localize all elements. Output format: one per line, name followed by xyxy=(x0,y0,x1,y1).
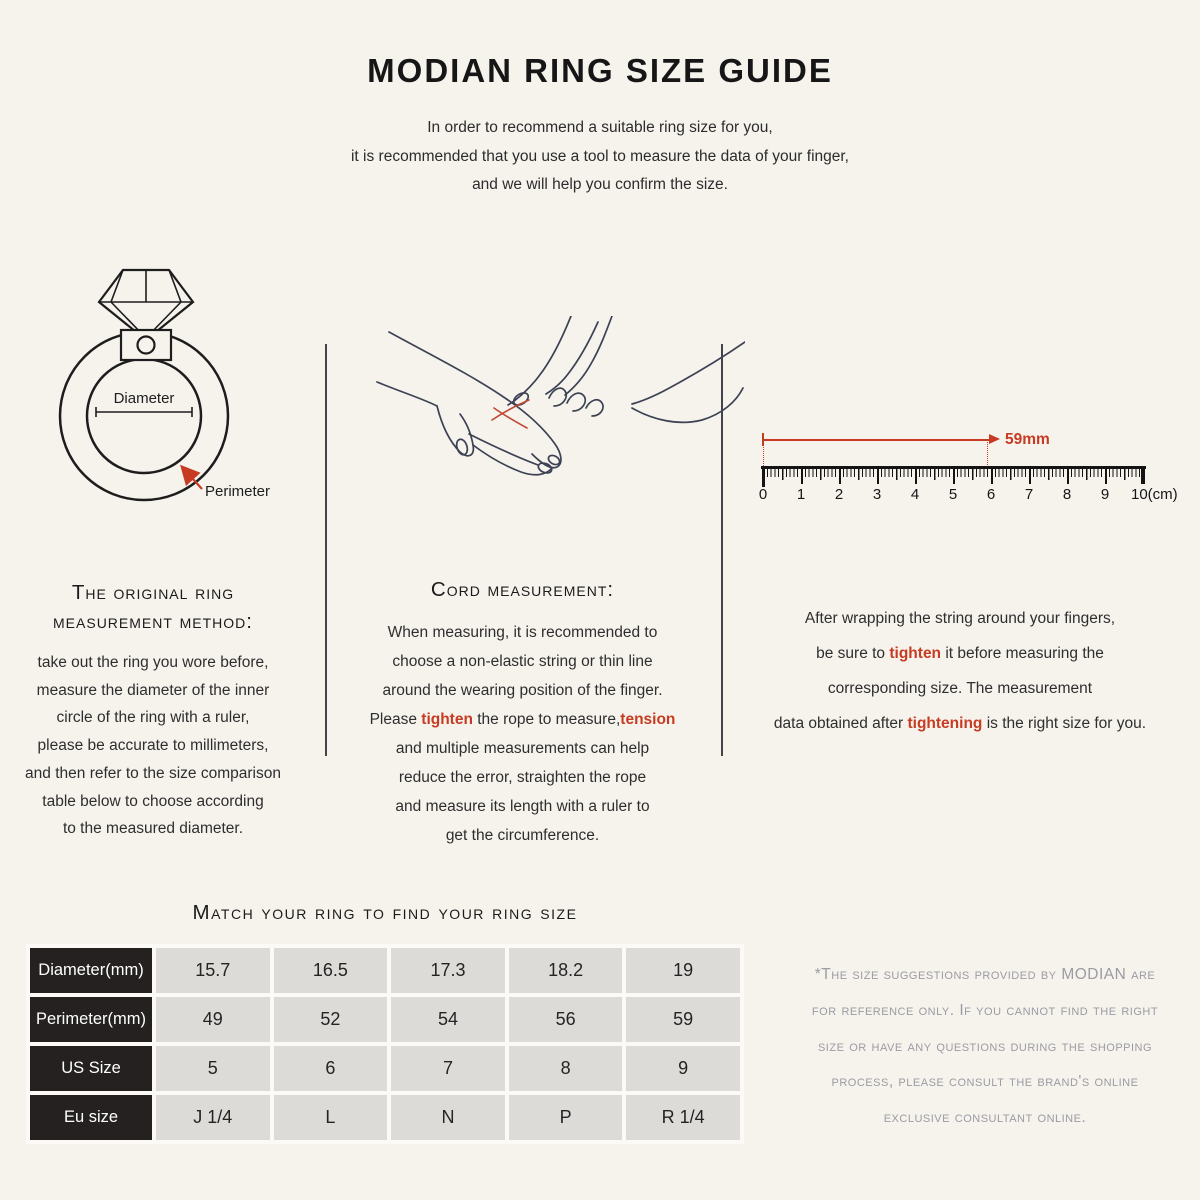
dotted-guide-left xyxy=(763,442,764,468)
measure-line xyxy=(763,439,991,441)
method-line: be sure to tighten it before measuring the xyxy=(816,645,1104,662)
ring-size-table xyxy=(26,944,744,1144)
ruler-tick-label: 5 xyxy=(948,486,958,503)
table-row-label: Diameter(mm) xyxy=(30,948,152,993)
table-cell: 19 xyxy=(626,948,740,993)
table-cell: 7 xyxy=(391,1046,505,1091)
table-cell: 5 xyxy=(156,1046,270,1091)
ruler-cm-ticks xyxy=(763,468,1146,484)
ruler-tick-label: 0 xyxy=(758,486,768,503)
method-line: choose a non-elastic string or thin line xyxy=(392,653,653,670)
table-row-label: Eu size xyxy=(30,1095,152,1140)
table-cell: 6 xyxy=(274,1046,388,1091)
method-cord-measurement xyxy=(335,575,710,850)
disclaimer-line: size or have any questions during the shopping xyxy=(817,1037,1153,1055)
table-cell: J 1/4 xyxy=(156,1095,270,1140)
method-line: measure the diameter of the inner xyxy=(36,681,270,699)
method-line: please be accurate to millimeters, xyxy=(37,737,269,755)
hand-measurement-illustration xyxy=(375,316,745,511)
section-heading: The original ring xyxy=(71,581,235,604)
method-line: around the wearing position of the finger. xyxy=(382,682,663,699)
intro-text xyxy=(0,114,1200,200)
diameter-measure xyxy=(96,407,192,417)
intro-line: and we will help you confirm the size. xyxy=(472,176,728,193)
table-row-label: US Size xyxy=(30,1046,152,1091)
table-cell: 52 xyxy=(274,997,388,1042)
method-string-tips xyxy=(730,601,1190,741)
size-table-heading: Match your ring to find your ring size xyxy=(192,901,578,924)
table-cell: 9 xyxy=(626,1046,740,1091)
table-cell: N xyxy=(391,1095,505,1140)
table-cell: P xyxy=(509,1095,623,1140)
column-divider-right xyxy=(721,344,723,756)
method-line: table below to choose according xyxy=(42,792,264,810)
intro-line: it is recommended that you use a tool to measure the data of your finger, xyxy=(350,147,849,165)
table-cell: 59 xyxy=(626,997,740,1042)
method-line: get the circumference. xyxy=(445,827,600,844)
table-cell: 16.5 xyxy=(274,948,388,993)
disclaimer-line: *The size suggestions provided by MODIAN are xyxy=(814,966,1156,983)
ruler-tick-label: 9 xyxy=(1100,486,1110,503)
method-original-ring xyxy=(3,578,303,843)
method-line: After wrapping the string around your fingers, xyxy=(804,610,1116,627)
measurement-value: 59mm xyxy=(1005,431,1050,448)
method-line: When measuring, it is recommended to xyxy=(387,624,658,641)
hands-sketch xyxy=(377,316,745,475)
ruler-diagram xyxy=(755,425,1200,510)
method-line: and then refer to the size comparison xyxy=(25,764,281,782)
ruler-tick-label: 4 xyxy=(910,486,920,503)
perimeter-label: Perimeter xyxy=(205,483,271,500)
method-line: take out the ring you wore before, xyxy=(37,654,269,671)
table-cell: R 1/4 xyxy=(626,1095,740,1140)
table-cell: 18.2 xyxy=(509,948,623,993)
disclaimer-line: for reference only. If you cannot find the right xyxy=(811,1001,1159,1019)
disclaimer-text xyxy=(782,957,1188,1136)
page-title: MODIAN RING SIZE GUIDE xyxy=(367,52,833,89)
table-cell: 17.3 xyxy=(391,948,505,993)
method-line: and measure its length with a ruler to xyxy=(395,798,650,815)
ruler-tick-label: 10(cm) xyxy=(1131,486,1178,503)
ruler-tick-label: 6 xyxy=(986,486,996,503)
method-line: and multiple measurements can help xyxy=(395,740,650,757)
ruler-tick-label: 8 xyxy=(1062,486,1072,503)
table-cell: 15.7 xyxy=(156,948,270,993)
method-line: Please tighten the rope to measure,tension xyxy=(369,711,676,728)
table-cell: L xyxy=(274,1095,388,1140)
ring-diagram xyxy=(50,258,280,508)
diameter-label: Diameter xyxy=(113,390,175,407)
disclaimer-line: process, please consult the brand's online xyxy=(831,1073,1139,1091)
ruler-tick-label: 2 xyxy=(834,486,844,503)
ruler-tick-label: 7 xyxy=(1024,486,1034,503)
table-cell: 54 xyxy=(391,997,505,1042)
section-heading: measurement method: xyxy=(53,610,253,633)
table-row-label: Perimeter(mm) xyxy=(30,997,152,1042)
section-heading: Cord measurement: xyxy=(430,578,615,601)
ruler-tick-label: 1 xyxy=(796,486,806,503)
method-line: circle of the ring with a ruler, xyxy=(56,709,250,727)
intro-line: In order to recommend a suitable ring size for you, xyxy=(427,119,773,136)
dotted-guide-right xyxy=(987,442,988,469)
table-cell: 8 xyxy=(509,1046,623,1091)
method-line: corresponding size. The measurement xyxy=(827,680,1093,697)
column-divider-left xyxy=(325,344,327,756)
ring-mount xyxy=(121,330,171,360)
method-line: data obtained after tightening is the right size for you. xyxy=(773,715,1147,732)
ruler-tick-label: 3 xyxy=(872,486,882,503)
table-cell: 56 xyxy=(509,997,623,1042)
measure-arrow-icon xyxy=(989,434,1000,444)
table-cell: 49 xyxy=(156,997,270,1042)
method-line: to the measured diameter. xyxy=(62,820,244,838)
disclaimer-line: exclusive consultant online. xyxy=(883,1109,1087,1127)
ruler-end-tick xyxy=(1141,468,1144,484)
method-line: reduce the error, straighten the rope xyxy=(398,769,647,786)
ruler-zero-tick xyxy=(762,468,765,487)
